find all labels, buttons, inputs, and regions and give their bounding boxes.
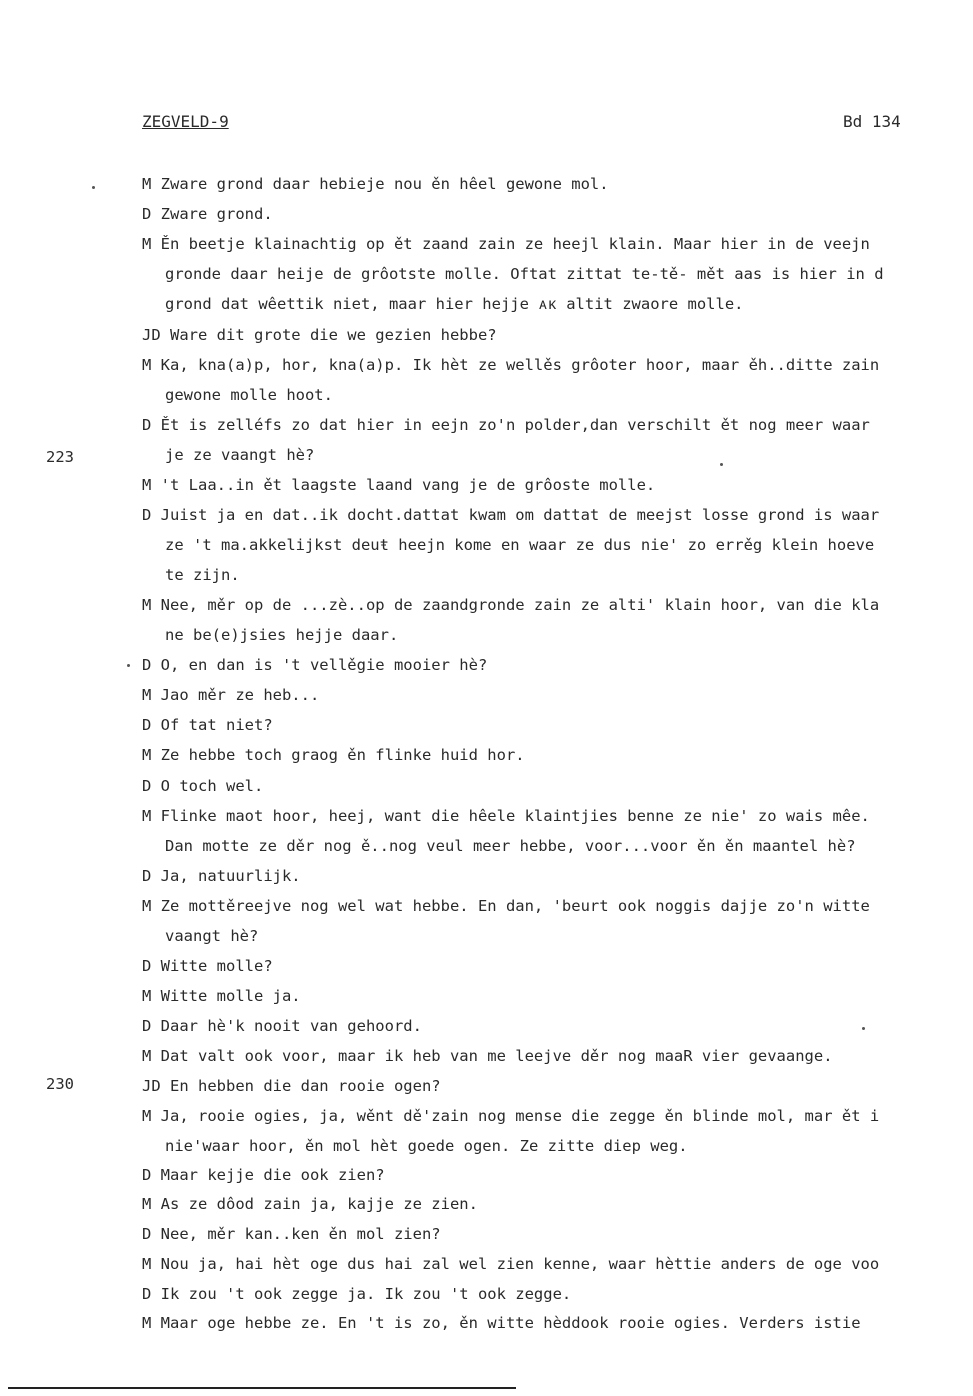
document-id: ZEGVELD-9 [142, 112, 229, 131]
margin-line-number: 223 [46, 448, 74, 466]
page-bottom-rule [8, 1387, 516, 1389]
transcript-line: D Maar kejje die ook zien? [142, 1166, 385, 1184]
transcript-line: ze 't ma.akkelijkst deuŧ heejn kome en waar ze dus nie' zo errěg klein hoeve [165, 536, 875, 554]
transcript-line: M Ěn beetje klainachtig op ět zaand zain ze heejl klain. Maar hier in de veejn [142, 235, 870, 253]
transcript-line: M Maar oge hebbe ze. En 't is zo, ěn witte hèddook rooie ogies. Verders istie [142, 1314, 861, 1332]
transcript-line: te zijn. [165, 566, 240, 584]
transcript-line: D Nee, měr kan..ken ěn mol zien? [142, 1225, 441, 1243]
transcript-line: D Ět is zelléfs zo dat hier in eejn zo'n polder,dan verschilt ět nog meer waar [142, 416, 870, 434]
margin-line-number: 230 [46, 1075, 74, 1093]
transcript-line: D Witte molle? [142, 957, 273, 975]
transcript-line: D O toch wel. [142, 777, 264, 795]
transcript-line: M As ze dôod zain ja, kajje ze zien. [142, 1195, 478, 1213]
transcript-line: D Zware grond. [142, 205, 273, 223]
transcript-line: M Dat valt ook voor, maar ik heb van me leejve děr nog maaR vier gevaange. [142, 1047, 833, 1065]
transcript-line: JD Ware dit grote die we gezien hebbe? [142, 326, 497, 344]
transcript-line: M Ja, rooie ogies, ja, wěnt dě'zain nog mense die zegge ěn blinde mol, mar ět i [142, 1107, 880, 1125]
transcript-line: M Ze mottěreejve nog wel wat hebbe. En dan, 'beurt ook noggis dajje zo'n witte [142, 897, 870, 915]
transcript-line: D Ik zou 't ook zegge ja. Ik zou 't ook zegge. [142, 1285, 572, 1303]
transcript-line: JD En hebben die dan rooie ogen? [142, 1077, 441, 1095]
transcript-line: M 't Laa..in ět laagste laand vang je de grôoste molle. [142, 476, 656, 494]
scan-speck [720, 463, 723, 466]
scan-speck [127, 664, 130, 667]
transcript-line: M Nou ja, hai hèt oge dus hai zal wel zien kenne, waar hèttie anders de oge voo [142, 1255, 880, 1273]
transcript-line: gronde daar heije de grôotste molle. Oftat zittat te-tě- mět aas is hier in d [165, 265, 884, 283]
transcript-line: M Ka, kna(a)p, hor, kna(a)p. Ik hèt ze wellěs grôoter hoor, maar ěh..ditte zain [142, 356, 880, 374]
transcript-line: vaangt hè? [165, 927, 259, 945]
transcript-line: M Nee, měr op de ...zè..op de zaandgronde zain ze alti' klain hoor, van die kla [142, 596, 880, 614]
transcript-line: D Ja, natuurlijk. [142, 867, 301, 885]
transcript-line: Dan motte ze děr nog ě..nog veul meer hebbe, voor...voor ěn ěn maantel hè? [165, 837, 856, 855]
scan-speck [92, 186, 95, 189]
transcript-line: M Ze hebbe toch graog ěn flinke huid hor. [142, 746, 525, 764]
transcript-line: M Jao měr ze heb... [142, 686, 320, 704]
transcript-line: gewone molle hoot. [165, 386, 333, 404]
page-number: Bd 134 [843, 112, 901, 131]
transcript-line: M Flinke maot hoor, heej, want die hêele klaintjies benne ze nie' zo wais mêe. [142, 807, 870, 825]
transcript-line: D Daar hè'k nooit van gehoord. [142, 1017, 422, 1035]
transcript-line: grond dat wêettik niet, maar hier hejje ᴀᴋ altit zwaore molle. [165, 295, 744, 313]
transcript-line: je ze vaangt hè? [165, 446, 315, 464]
transcript-line: M Zware grond daar hebieje nou ěn hêel gewone mol. [142, 175, 609, 193]
transcript-line: D O, en dan is 't vellěgie mooier hè? [142, 656, 488, 674]
transcript-line: nie'waar hoor, ěn mol hèt goede ogen. Ze zitte diep weg. [165, 1137, 688, 1155]
transcript-line: D Of tat niet? [142, 716, 273, 734]
transcript-line: D Juist ja en dat..ik docht.dattat kwam om dattat de meejst losse grond is waar [142, 506, 880, 524]
scan-speck [862, 1027, 865, 1030]
transcript-line: ne be(e)jsies hejje daar. [165, 626, 399, 644]
transcript-line: M Witte molle ja. [142, 987, 301, 1005]
